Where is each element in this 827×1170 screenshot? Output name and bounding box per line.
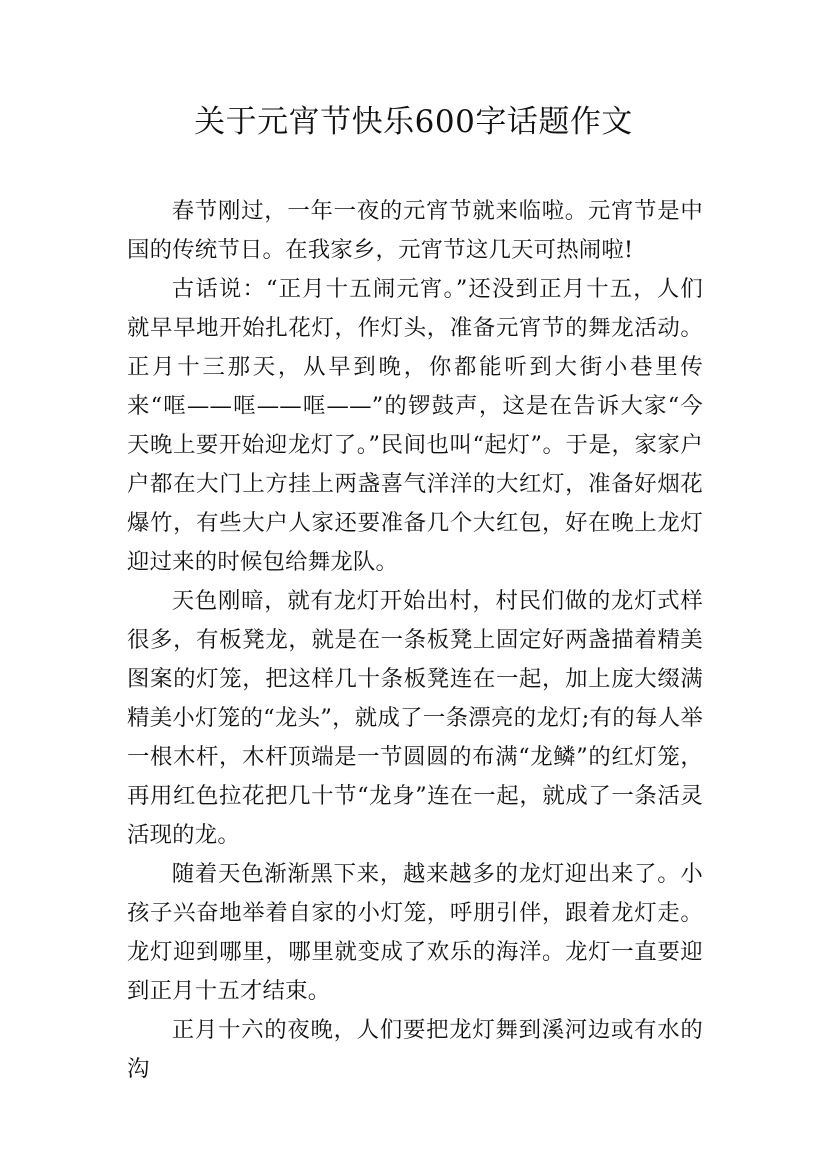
paragraph-3: 天色刚暗，就有龙灯开始出村，村民们做的龙灯式样很多，有板凳龙，就是在一条板凳上固定好两盏描着精美图案的灯笼，把这样几十条板凳连在一起，加上庞大缀满精美小灯笼的“龙头”，就成了一条漂亮的龙灯;有的每人举一根木杆，木杆顶端是一节圆圆的布满“龙鳞”的红灯笼，再用红色拉花把几十节“龙身”连在一起，就成了一条活灵活现的龙。	[127, 588, 703, 848]
document-title: 关于元宵节快乐600字话题作文	[194, 104, 633, 140]
paragraph-4: 随着天色渐渐黑下来，越来越多的龙灯迎出来了。小孩子兴奋地举着自家的小灯笼，呼朋引伴，跟着龙灯走。龙灯迎到哪里，哪里就变成了欢乐的海洋。龙灯一直要迎到正月十五才结束。	[127, 861, 703, 1004]
paragraph-2: 古话说：“正月十五闹元宵。”还没到正月十五，人们就早早地开始扎花灯，作灯头，准备元宵节的舞龙活动。正月十三那天，从早到晚，你都能听到大街小巷里传来“哐——哐——哐——”的锣鼓声，这是在告诉大家“今天晚上要开始迎龙灯了。”民间也叫“起灯”。于是，家家户户都在大门上方挂上两盏喜气洋洋的大红灯，准备好烟花爆竹，有些大户人家还要准备几个大红包，好在晚上龙灯迎过来的时候包给舞龙队。	[127, 276, 703, 575]
document-body	[127, 192, 703, 1089]
paragraph-1: 春节刚过，一年一夜的元宵节就来临啦。元宵节是中国的传统节日。在我家乡，元宵节这几天可热闹啦!	[127, 198, 703, 263]
paragraph-5: 正月十六的夜晚，人们要把龙灯舞到溪河边或有水的沟	[127, 1017, 703, 1082]
